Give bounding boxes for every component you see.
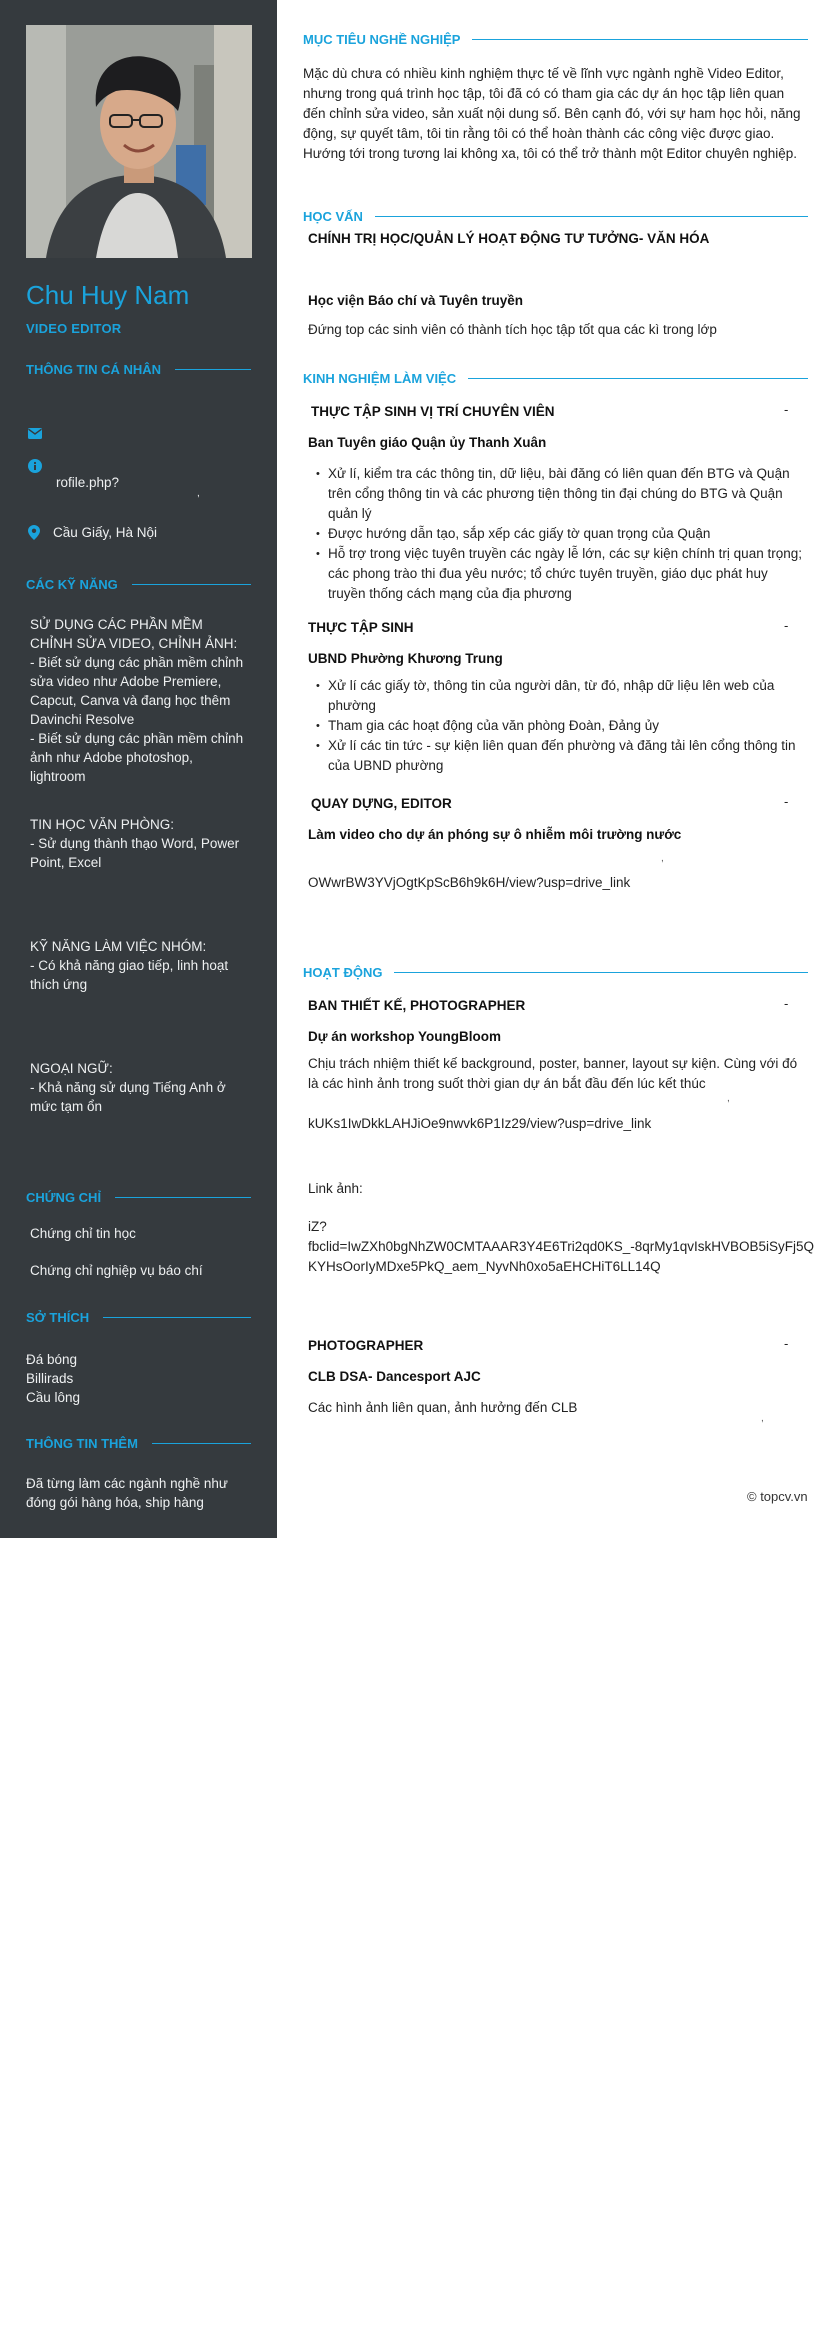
footer-credit[interactable]: © topcv.vn [747, 1489, 808, 1504]
heading-divider [103, 1317, 251, 1318]
link-tick: , [761, 1413, 764, 1424]
activity-title: PHOTOGRAPHER [308, 1338, 424, 1353]
experience-heading-label: KINH NGHIỆM LÀM VIỆC [303, 370, 457, 386]
photo-link-line: iZ? [308, 1219, 327, 1234]
activity-date-dash: - [784, 1336, 789, 1351]
skill-line: - Biết sử dụng các phần mềm chỉnh ảnh như Adobe photoshop, lightroom [30, 731, 244, 784]
objective-heading-label: MỤC TIÊU NGHỀ NGHIỆP [303, 31, 461, 47]
job-org: Ban Tuyên giáo Quận ủy Thanh Xuân [308, 435, 547, 450]
skill-title: KỸ NĂNG LÀM VIỆC NHÓM: [30, 939, 207, 954]
certificate-item: Chứng chỉ nghiệp vụ báo chí [30, 1263, 203, 1278]
info-tick: , [197, 488, 200, 499]
photo-link[interactable] [308, 1217, 813, 1277]
experience-heading [303, 370, 808, 386]
heading-divider [375, 216, 808, 217]
heading-divider [152, 1443, 251, 1444]
skill-item [30, 1059, 245, 1116]
heading-divider [115, 1197, 251, 1198]
job-date-dash: - [784, 794, 789, 809]
job-title: THỰC TẬP SINH [308, 620, 414, 635]
skill-line: - Biết sử dụng các phần mềm chỉnh sửa video như Adobe Premiere, Capcut, Canva và đang học thêm Davinchi Resolve [30, 655, 244, 727]
envelope-icon [28, 426, 42, 444]
job-date-dash: - [784, 618, 789, 633]
job-bullet: • Tham gia các hoạt động của văn phòng Đoàn, Đảng ủy [314, 716, 808, 736]
hobbies-heading [26, 1309, 251, 1325]
job-bullets [314, 676, 808, 776]
hobby-item: Billirads [26, 1371, 74, 1386]
location-text: Cầu Giấy, Hà Nội [53, 525, 158, 540]
job-bullet: • Xử lí các giấy tờ, thông tin của người dân, từ đó, nhập dữ liệu lên web của phường [314, 676, 808, 716]
heading-divider [472, 39, 808, 40]
objective-text: Mặc dù chưa có nhiều kinh nghiệm thực tế về lĩnh vực ngành nghề Video Editor, nhưng trong quá trình học tập, tôi đã có có tham gia các dự án học tập liên quan đến chỉnh sửa video, sản xuất nội dung số. Bên cạnh đó, với sự ham học hỏi, năng động, sự quyết tâm, tôi tin rằng tôi có thể hoàn thành các công việc được giao. Hướng tới trong tương lai không xa, tôi có thể trở thành một Editor chuyên nghiệp. [303, 66, 801, 161]
education-heading [303, 208, 808, 224]
activity-desc: Các hình ảnh liên quan, ảnh hưởng đến CLB [308, 1400, 578, 1415]
skill-line: - Khả năng sử dụng Tiếng Anh ở mức tạm ổn [30, 1080, 226, 1114]
sidebar [0, 0, 277, 1538]
job-org: UBND Phường Khương Trung [308, 651, 503, 666]
skill-item [30, 615, 245, 786]
activity-date-dash: - [784, 996, 789, 1011]
job-link[interactable]: OWwrBW3YVjOgtKpScB6h9k6H/view?usp=drive_link [308, 875, 631, 890]
personal-info-heading-label: THÔNG TIN CÁ NHÂN [26, 361, 162, 377]
hobbies-heading-label: SỞ THÍCH [26, 1309, 90, 1325]
more-info-heading-label: THÔNG TIN THÊM [26, 1435, 138, 1451]
hobby-item: Đá bóng [26, 1352, 78, 1367]
link-tick: , [727, 1093, 730, 1104]
info-text: rofile.php? [56, 475, 120, 490]
education-school: Học viện Báo chí và Tuyên truyền [308, 293, 524, 308]
education-note: Đứng top các sinh viên có thành tích học tập tốt qua các kì trong lớp [308, 322, 717, 337]
skill-line: - Có khả năng giao tiếp, linh hoạt thích ứng [30, 958, 229, 992]
activity-org: CLB DSA- Dancesport AJC [308, 1369, 481, 1384]
skills-heading [26, 576, 251, 592]
activity-link[interactable]: kUKs1IwDkkLAHJiOe9nwvk6P1Iz29/view?usp=drive_link [308, 1116, 652, 1131]
profile-photo [26, 25, 252, 258]
skill-title: NGOẠI NGỮ: [30, 1061, 113, 1076]
photo-link-line: fbclid=IwZXh0bgNhZW0CMTAAAR3Y4E6Tri2qd0KS_-8qrMy1qvIskHVBOB5iSyFj5Q [308, 1239, 815, 1254]
heading-divider [175, 369, 251, 370]
profile-role: VIDEO EDITOR [26, 321, 122, 336]
skill-title: TIN HỌC VĂN PHÒNG: [30, 817, 175, 832]
more-info-text: Đã từng làm các ngành nghề như đóng gói hàng hóa, ship hàng [26, 1476, 228, 1510]
job-bullet: • Xử lí các tin tức - sự kiện liên quan đến phường và đăng tải lên cổng thông tin của UBND phường [314, 736, 808, 776]
skill-item [30, 937, 245, 994]
photo-link-label: Link ảnh: [308, 1181, 363, 1196]
job-bullets [314, 464, 808, 604]
heading-divider [132, 584, 251, 585]
education-major: CHÍNH TRỊ HỌC/QUẢN LÝ HOẠT ĐỘNG TƯ TƯỞNG- VĂN HÓA [308, 231, 710, 246]
activity-title: BAN THIẾT KẾ, PHOTOGRAPHER [308, 998, 526, 1013]
job-bullet: • Được hướng dẫn tạo, sắp xếp các giấy tờ quan trọng của Quận [314, 524, 808, 544]
activities-heading-label: HOẠT ĐỘNG [303, 964, 383, 980]
job-bullet: • Hỗ trợ trong việc tuyên truyền các ngày lễ lớn, các sự kiện chính trị quan trọng; các phong trào thi đua yêu nước; tổ chức tuyên truyền, giáo dục phát huy truyền thống cách mạng của địa phương [314, 544, 808, 604]
profile-name: Chu Huy Nam [26, 280, 190, 310]
job-bullet: • Xử lí, kiểm tra các thông tin, dữ liệu, bài đăng có liên quan đến BTG và Quận trên cổng thông tin và các phương tiện thông tin đại chúng do BTG và Quận quản lý [314, 464, 808, 524]
certificates-heading [26, 1189, 251, 1205]
link-tick: , [661, 853, 664, 864]
certificate-item: Chứng chỉ tin học [30, 1226, 136, 1241]
activity-org: Dự án workshop YoungBloom [308, 1029, 502, 1044]
job-date-dash: - [784, 402, 789, 417]
photo-link-line: KYHsOorIyMDxe5PkQ_aem_NyvNh0xo5aEHCHiT6LL14Q [308, 1259, 661, 1274]
info-circle-icon [28, 459, 42, 478]
activity-desc: Chịu trách nhiệm thiết kế background, poster, banner, layout sự kiện. Cùng với đó là các hình ảnh trong suốt thời gian dự án bắt đầu đến lúc kết thúc [308, 1056, 798, 1091]
skill-line: - Sử dụng thành thạo Word, Power Point, Excel [30, 836, 240, 870]
map-marker-icon [28, 525, 40, 545]
activities-heading [303, 964, 808, 980]
skill-item [30, 815, 245, 872]
heading-divider [468, 378, 808, 379]
job-org: Làm video cho dự án phóng sự ô nhiễm môi trường nước [308, 827, 682, 842]
hobby-item: Cầu lông [26, 1390, 81, 1405]
certificates-heading-label: CHỨNG CHỈ [26, 1189, 102, 1205]
profile-photo-image [26, 25, 252, 258]
job-title: THỰC TẬP SINH VỊ TRÍ CHUYÊN VIÊN [311, 404, 555, 419]
objective-heading [303, 31, 808, 47]
heading-divider [394, 972, 808, 973]
skills-heading-label: CÁC KỸ NĂNG [26, 576, 118, 592]
education-heading-label: HỌC VẤN [303, 208, 363, 224]
skill-title: SỬ DỤNG CÁC PHẦN MỀM CHỈNH SỬA VIDEO, CHỈNH ẢNH: [30, 617, 238, 651]
more-info-heading [26, 1435, 251, 1451]
personal-info-heading [26, 361, 251, 377]
job-title: QUAY DỰNG, EDITOR [311, 796, 452, 811]
